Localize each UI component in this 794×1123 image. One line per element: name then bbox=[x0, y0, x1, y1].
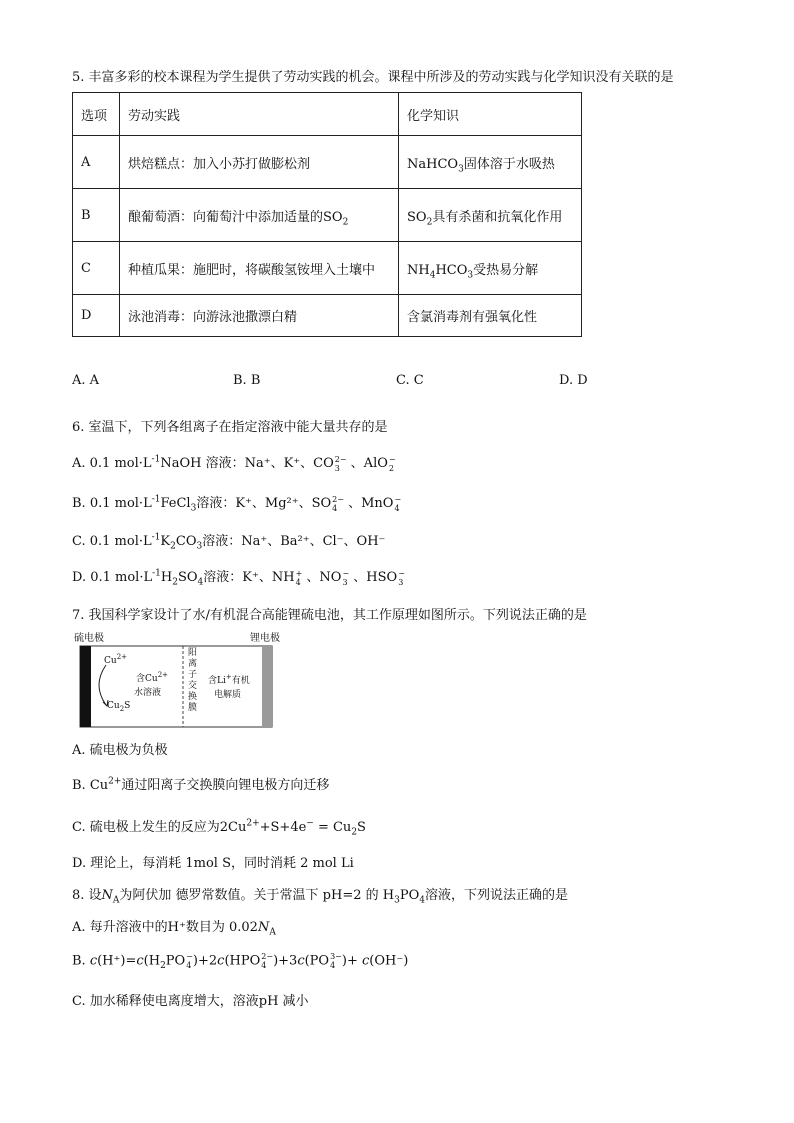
table-row bbox=[73, 295, 582, 337]
option-label: B bbox=[73, 189, 120, 242]
q6-option-b: B. 0.1 $mol\cdot L^{-1}FeCl_3$溶液：K⁺、Mg²⁺、SO 2− 4 、MnO − 4 bbox=[72, 494, 402, 514]
aqueous-label: 含$Cu^{2+}$ bbox=[136, 671, 169, 684]
q8-option-b: B. $c(H^+)=c(H_2PO$ − 4 )+2c(HPO 2− 4 )+3c(PO 3− 4 )+ c(OH⁻) bbox=[72, 952, 409, 972]
q8-stem: 8. 设$N_A$为阿伏加 德罗常数值。关于常温下 pH=2 的 $H_3PO_4$溶液，下列说法正确的是 bbox=[72, 888, 569, 906]
cu-ion-label: $Cu^{2+}$ bbox=[104, 653, 128, 666]
membrane-label: 阳 离 子 交 换 膜 bbox=[188, 648, 198, 713]
q6-option-d: D. 0.1 $mol\cdot L^{-1}H_2SO_4$溶液：K⁺、NH + 4 、NO − 3 、HSO − 3 bbox=[72, 568, 405, 588]
aqueous-label-2: 水溶液 bbox=[134, 688, 162, 698]
header-knowledge: 化学知识 bbox=[399, 93, 582, 136]
knowledge-cell: NaHCO$_3$固体溶于水吸热 bbox=[399, 136, 582, 189]
choice-b: B. B bbox=[233, 373, 261, 388]
lithium-electrode-label: 锂电极 bbox=[250, 633, 280, 644]
knowledge-cell: 含氯消毒剂有强氧化性 bbox=[399, 295, 582, 337]
q8-option-a: A. 每升溶液中的H⁺数目为 $0.02N_A$ bbox=[72, 920, 276, 938]
organic-label-2: 电解质 bbox=[214, 690, 242, 700]
header-practice: 劳动实践 bbox=[120, 93, 399, 136]
choice-d: D. D bbox=[559, 373, 588, 388]
q7-option-a: A. 硫电极为负极 bbox=[72, 743, 168, 758]
q6-option-a: A. 0.1 $mol\cdot L^{-1}NaOH$ 溶液：Na⁺、K⁺、CO 2− 3 、AlO − 2 bbox=[72, 454, 396, 473]
q7-option-d: D. 理论上，每消耗 1mol S，同时消耗 2 mol Li bbox=[72, 856, 354, 871]
table-row bbox=[73, 242, 582, 295]
knowledge-cell: $SO_2$具有杀菌和抗氧化作用 bbox=[399, 189, 582, 242]
choice-c: C. C bbox=[396, 373, 424, 388]
option-label: A bbox=[73, 136, 120, 189]
q7-option-b: B. $Cu^{2+}$通过阳离子交换膜向锂电极方向迁移 bbox=[72, 776, 330, 793]
q7-option-c: C. 硫电极上发生的反应为$2Cu^{2+}+S+4e^- = Cu_2S$ bbox=[72, 818, 366, 838]
q7-stem: 7. 我国科学家设计了水/有机混合高能锂硫电池，其工作原理如图所示。下列说法正确的是 bbox=[72, 608, 587, 623]
q6-stem: 6. 室温下，下列各组离子在指定溶液中能大量共存的是 bbox=[72, 420, 388, 435]
cu2s-label: $Cu_2S$ bbox=[107, 701, 131, 713]
practice-cell: 种植瓜果：施肥时，将碳酸氢铵埋入土壤中 bbox=[120, 242, 399, 295]
practice-cell: 烘焙糕点：加入小苏打做膨松剂 bbox=[120, 136, 399, 189]
sulfur-electrode-label: 硫电极 bbox=[74, 633, 104, 644]
q5-table bbox=[72, 92, 582, 337]
header-option: 选项 bbox=[73, 93, 120, 136]
option-label: D bbox=[73, 295, 120, 337]
q8-option-c: C. 加水稀释使电离度增大，溶液pH 减小 bbox=[72, 994, 309, 1009]
organic-label: 含Li+有机 bbox=[208, 673, 250, 686]
sulfur-electrode bbox=[80, 646, 91, 727]
lithium-electrode bbox=[262, 646, 272, 727]
practice-cell: 酿葡萄酒：向葡萄汁中添加适量的$SO_2$ bbox=[120, 189, 399, 242]
practice-cell: 泳池消毒：向游泳池撒漂白精 bbox=[120, 295, 399, 337]
option-label: C bbox=[73, 242, 120, 295]
table-header-row bbox=[73, 93, 582, 136]
choice-a: A. A bbox=[72, 373, 100, 388]
knowledge-cell: $NH_4HCO_3$受热易分解 bbox=[399, 242, 582, 295]
q6-option-c: C. 0.1 $mol\cdot L^{-1}K_2CO_3$溶液：Na⁺、Ba²⁺、Cl⁻、OH⁻ bbox=[72, 532, 386, 552]
q5-stem: 5. 丰富多彩的校本课程为学生提供了劳动实践的机会。课程中所涉及的劳动实践与化学知识没有关联的是 bbox=[72, 70, 674, 85]
battery-diagram bbox=[74, 629, 279, 729]
table-row bbox=[73, 136, 582, 189]
table-row bbox=[73, 189, 582, 242]
